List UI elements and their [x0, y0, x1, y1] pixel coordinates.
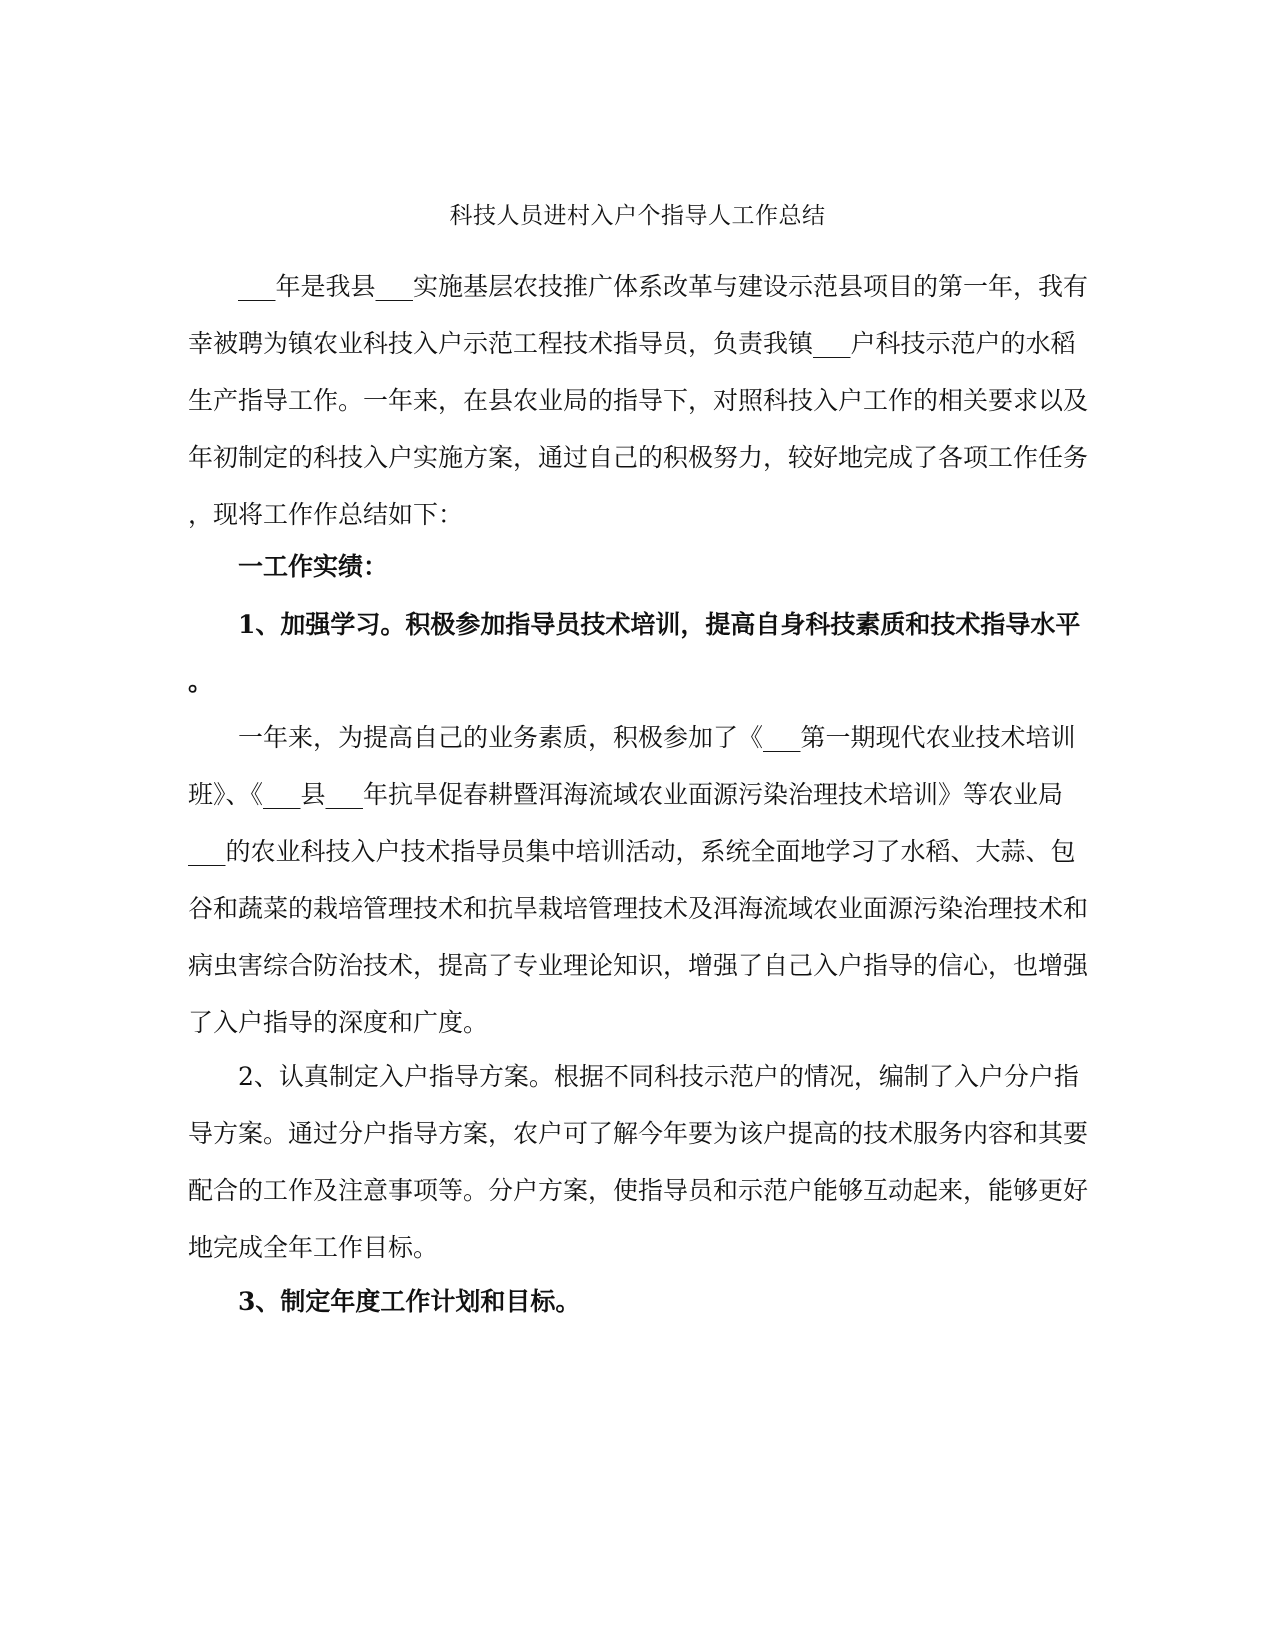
paragraph-intro [188, 258, 1089, 543]
item-3-heading [188, 1273, 1083, 1330]
paragraph-line: ，现将工作作总结如下： [188, 500, 464, 529]
paragraph-line: 地完成全年工作目标。 [188, 1233, 439, 1262]
item-2-paragraph [188, 1048, 1089, 1276]
paragraph-line: 年初制定的科技入户实施方案，通过自己的积极努力，较好地完成了各项工作任务 [188, 443, 1089, 472]
item-1-heading [188, 596, 1083, 710]
paragraph-line: 生产指导工作。一年来，在县农业局的指导下，对照科技入户工作的相关要求以及 [188, 386, 1089, 415]
heading-line: 。 [188, 667, 214, 696]
paragraph-line: 2、认真制定入户指导方案。根据不同科技示范户的情况，编制了入户分户指 [238, 1062, 1079, 1091]
heading-line: 3、制定年度工作计划和目标。 [238, 1287, 581, 1316]
section-heading [188, 538, 1083, 595]
paragraph-line: 病虫害综合防治技术，提高了专业理论知识，增强了自己入户指导的信心，也增强 [188, 951, 1089, 980]
document-title: 科技人员进村入户个指导人工作总结 [449, 203, 826, 229]
paragraph-line: 了入户指导的深度和广度。 [188, 1008, 489, 1037]
paragraph-line: ___的农业科技入户技术指导员集中培训活动，系统全面地学习了水稻、大蒜、包 [188, 837, 1076, 866]
paragraph-line: 班》、《___县___年抗旱促春耕暨洱海流域农业面源污染治理技术培训》等农业局 [188, 780, 1064, 809]
heading-line: 一工作实绩： [238, 552, 389, 581]
paragraph-line: 幸被聘为镇农业科技入户示范工程技术指导员，负责我镇___户科技示范户的水稻 [188, 329, 1076, 358]
paragraph-line: 一年来，为提高自己的业务素质，积极参加了《___第一期现代农业技术培训 [238, 723, 1076, 752]
paragraph-line: 配合的工作及注意事项等。分户方案，使指导员和示范户能够互动起来，能够更好 [188, 1176, 1089, 1205]
item-1-body [188, 709, 1089, 1051]
paragraph-line: ___年是我县___实施基层农技推广体系改革与建设示范县项目的第一年，我有 [238, 272, 1089, 301]
paragraph-line: 导方案。通过分户指导方案，农户可了解今年要为该户提高的技术服务内容和其要 [188, 1119, 1089, 1148]
heading-line: 1、加强学习。积极参加指导员技术培训，提高自身科技素质和技术指导水平 [238, 610, 1081, 639]
paragraph-line: 谷和蔬菜的栽培管理技术和抗旱栽培管理技术及洱海流域农业面源污染治理技术和 [188, 894, 1089, 923]
